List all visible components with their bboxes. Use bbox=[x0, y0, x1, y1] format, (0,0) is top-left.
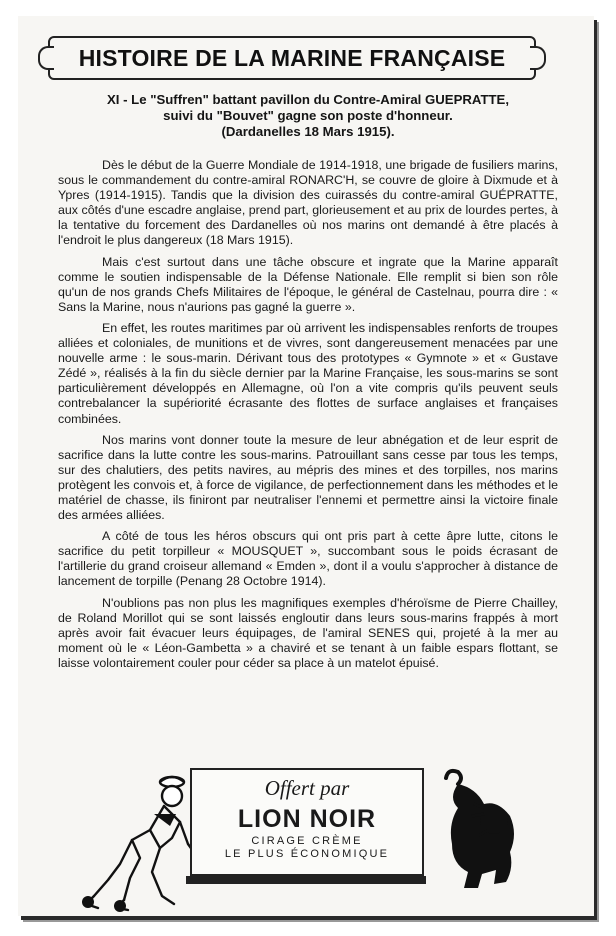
ad-brand-name: LION NOIR bbox=[237, 805, 377, 833]
advertisement-box bbox=[190, 768, 424, 876]
paragraph: Nos marins vont donner toute la mesure de leur abnégation et de leur esprit de sacrifice dans la lutte contre les sous-marins. Patrouillant sans cesse par tous les temps, sur des chalutiers, des petits navires, au mépris des mines et des torpilles, nos marins protègent les convois et, à force de vigilance, de perfectionnement dans les méthodes et le matériel de chasse, ils finiront par neutraliser l'ennemi et permettre ainsi la victoire finale des armées alliées. bbox=[58, 432, 558, 523]
ad-underline bbox=[186, 876, 426, 884]
postcard bbox=[18, 16, 594, 916]
paragraph: En effet, les routes maritimes par où arrivent les indispensables renforts de troupes alliées et coloniales, de munitions et de vivres, sont dangereusement menacées par une nouvelle arme : le sous-marin. Dérivant tous des prototypes « Gymnote » et « Gustave Zédé », réalisés à la fin du siècle dernier par la Marine Française, les sous-marins se sont particulièrement développés en Allemagne, où l'on a vite compris qu'ils peuvent seuls contrebalancer la supériorité écrasante des flottes de surface anglaises et françaises combinées. bbox=[58, 320, 558, 426]
subtitle bbox=[58, 92, 558, 140]
paragraph: Dès le début de la Guerre Mondiale de 1914-1918, une brigade de fusiliers marins, sous le commandement du contre-amiral RONARC'H, se couvre de gloire à Dixmude et à Ypres (1914-1915). Tandis que la division des cuirassés du contre-amiral GUÉPRATTE, aux côtés d'une escadre anglaise, prend part, glorieusement et au prix de lourdes pertes, à la tentative du forcement des Dardanelles où nos marins ont demandé à être placés à l'endroit le plus dangereux (18 Mars 1915). bbox=[58, 158, 558, 248]
subtitle-line-3: (Dardanelles 18 Mars 1915). bbox=[221, 124, 395, 139]
paragraph: Mais c'est surtout dans une tâche obscure et ingrate que la Marine apparaît comme le soutien indispensable de la Défense Nationale. Elle remplit si bien son rôle qu'un de nos grands Chefs Militaires de l'époque, le général de Castelnau, pourra dire : « Sans la Marine, nous n'aurions pas gagné la guerre ». bbox=[58, 254, 558, 314]
ad-product-line: CIRAGE CRÈME bbox=[251, 835, 363, 847]
paragraph: N'oublions pas non plus les magnifiques exemples d'héroïsme de Pierre Chailley, de Roland Morillot qui se sont laissés engloutir dans leurs sous-marins frappés à mort après avoir fait évacuer leurs équipages, de l'amiral SENES qui, projeté à la mer au moment où le « Léon-Gambetta » a chaviré et se tenant à un faible espars flottant, se laisse volontairement couler pour céder sa place à un matelot épuisé. bbox=[58, 595, 558, 670]
paragraph: A côté de tous les héros obscurs qui ont pris part à cette âpre lutte, citons le sacrifice du petit torpilleur « MOUSQUET », succombant sous le poids écrasant de l'artillerie du grand croiseur allemand « Emden », dont il a voulu s'approcher à distance de lancement de torpille (Penang 28 Octobre 1914). bbox=[58, 529, 558, 589]
watermark bbox=[318, 461, 448, 501]
black-lion-icon bbox=[418, 764, 528, 894]
subtitle-line-1: XI - Le "Suffren" battant pavillon du Contre-Amiral GUEPRATTE, bbox=[106, 92, 510, 107]
subtitle-line-2: suivi du "Bouvet" gagne son poste d'honneur. bbox=[163, 108, 453, 123]
ad-offered-by: Offert par bbox=[264, 776, 350, 800]
article-body bbox=[58, 158, 558, 677]
page-title: HISTOIRE DE LA MARINE FRANÇAISE bbox=[48, 36, 536, 80]
ad-slogan: LE PLUS ÉCONOMIQUE bbox=[224, 848, 390, 860]
